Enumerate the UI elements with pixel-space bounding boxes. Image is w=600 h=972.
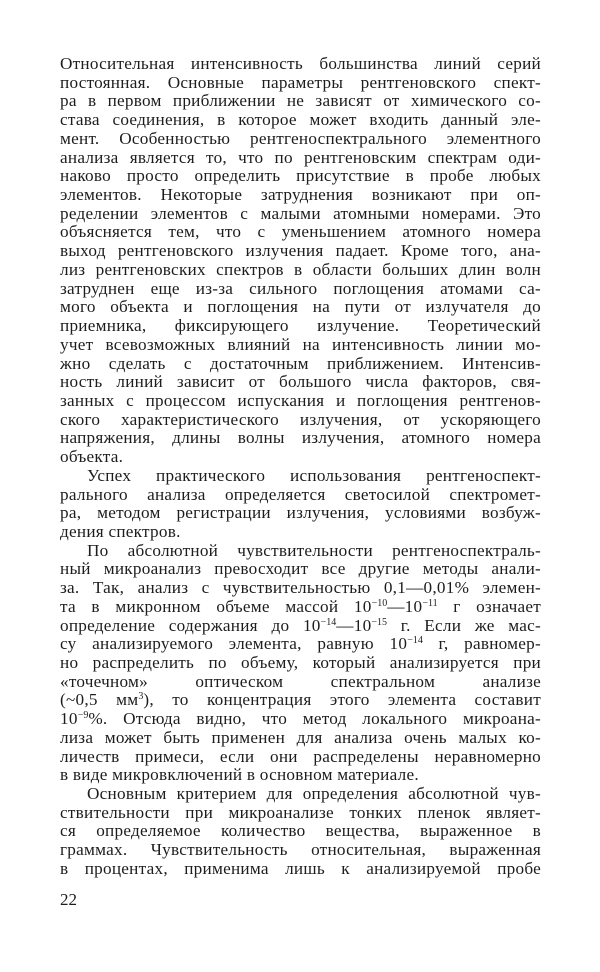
text-line — [60, 504, 541, 523]
text-segment: личеств примеси, если они распределены неравномерно — [60, 746, 541, 766]
text-line — [60, 785, 541, 804]
text-line — [60, 298, 541, 317]
text-line — [60, 242, 541, 261]
text-line — [60, 336, 541, 355]
text-segment: рального анализа определяется светосилой спектромет- — [60, 484, 541, 504]
text-segment: (~0,5 мм — [60, 690, 139, 710]
text-line — [60, 392, 541, 411]
text-segment: мого объекта и поглощения на пути от излучателя до — [60, 297, 541, 317]
text-line — [60, 74, 541, 93]
text-segment: г означает — [437, 596, 541, 616]
text-segment: —10 — [387, 596, 423, 616]
text-line — [60, 317, 541, 336]
text-line — [60, 579, 541, 598]
text-line — [60, 149, 541, 168]
text-line — [60, 804, 541, 823]
text-line — [60, 280, 541, 299]
text-segment: ный микроанализ превосходит все другие методы анали- — [60, 559, 541, 579]
text-line — [60, 373, 541, 392]
text-line — [60, 635, 541, 654]
text-segment: объекта. — [60, 447, 124, 467]
superscript-exponent: −10 — [371, 597, 388, 609]
text-line — [60, 710, 541, 729]
text-segment: Успех практического использования рентгеноспект- — [87, 465, 541, 485]
text-line — [60, 111, 541, 130]
text-line — [60, 448, 541, 467]
text-segment: су анализируемого элемента, равную 10 — [60, 634, 408, 654]
text-segment: ределении элементов с малыми атомными номерами. Это — [60, 203, 541, 223]
text-segment: напряжения, длины волны излучения, атомного номера — [60, 428, 541, 448]
text-segment: но распределить по объему, который анализируется при — [60, 653, 541, 672]
text-segment: ра, методом регистрации излучения, условиями возбуж- — [60, 503, 541, 523]
text-line — [60, 691, 541, 710]
text-segment: в виде микровключений в основном материале. — [60, 765, 419, 785]
text-segment: ), то концентрация этого элемента составит — [143, 690, 542, 710]
text-segment: элементов. Некоторые затруднения возникают при оп- — [60, 185, 541, 205]
text-line — [60, 598, 541, 617]
text-line — [60, 186, 541, 205]
text-line — [60, 860, 541, 879]
superscript-exponent: 3 — [138, 691, 144, 703]
text-segment: «точечном» оптическом спектральном анализе — [60, 671, 541, 691]
text-segment: ра в первом приближении не зависят от химического со- — [60, 91, 541, 111]
text-line — [60, 486, 541, 505]
text-line — [60, 617, 541, 636]
text-line — [60, 841, 541, 860]
paragraph — [60, 55, 541, 467]
text-segment: ность линий зависит от большого числа факторов, свя- — [60, 372, 541, 392]
text-line — [60, 92, 541, 111]
text-line — [60, 55, 541, 74]
text-segment: По абсолютной чувствительности рентгеноспектраль- — [87, 540, 541, 560]
text-line — [60, 223, 541, 242]
superscript-exponent: −15 — [371, 616, 388, 628]
text-segment: в процентах, применима лишь к анализируемой пробе — [60, 858, 541, 878]
text-segment: определение содержания до 10 — [60, 615, 321, 635]
text-segment: объясняется тем, что с уменьшением атомного номера — [60, 222, 541, 242]
superscript-exponent: −14 — [407, 635, 423, 647]
text-segment: дения спектров. — [60, 521, 181, 541]
text-line — [60, 748, 541, 767]
paragraph — [60, 467, 541, 542]
superscript-exponent: −14 — [320, 616, 337, 628]
text-segment: Основным критерием для определения абсолютной чув- — [87, 784, 541, 804]
text-segment: граммах. Чувствительность относительная, выраженная — [60, 840, 541, 860]
text-segment: затруднен еще из-за сильного поглощения атомами са- — [60, 278, 541, 298]
text-line — [60, 261, 541, 280]
text-line — [60, 167, 541, 186]
page-number: 22 — [60, 890, 77, 909]
text-line — [60, 542, 541, 561]
text-segment: лиза может быть применен для анализа очень малых ко- — [60, 727, 541, 747]
text-segment: выход рентгеновского излучения падает. Кроме того, ана- — [60, 241, 541, 261]
text-segment: става соединения, в которое может входить данный эле- — [60, 110, 541, 130]
text-segment: ся определяемое количество вещества, выраженное в — [60, 821, 541, 841]
text-line — [60, 205, 541, 224]
text-segment: ского характеристического излучения, от ускоряющего — [60, 409, 541, 429]
text-line — [60, 766, 541, 785]
text-line — [60, 355, 541, 374]
text-line — [60, 822, 541, 841]
text-segment: г, равномер- — [422, 634, 541, 654]
text-segment: мент. Особенностью рентгеноспектрального элементного — [60, 128, 541, 148]
text-segment: приемника, фиксирующего излучение. Теоретический — [60, 316, 541, 336]
text-segment: учет всевозможных влияний на интенсивность линии мо- — [60, 334, 541, 354]
text-segment: г. Если же мас- — [387, 615, 541, 635]
text-line — [60, 523, 541, 542]
paragraph — [60, 785, 541, 879]
text-segment: Относительная интенсивность большинства линий серий — [60, 54, 541, 73]
text-line — [60, 654, 541, 673]
text-segment: 10 — [60, 709, 78, 729]
text-segment: анализа является то, что по рентгеновским спектрам оди- — [60, 147, 541, 167]
text-segment: та в микронном объеме массой 10 — [60, 596, 372, 616]
text-segment: постоянная. Основные параметры рентгеновского спект- — [60, 72, 541, 92]
text-segment: занных с процессом испускания и поглощения рентгенов- — [60, 390, 541, 410]
text-segment: ствительности при микроанализе тонких пленок являет- — [60, 802, 541, 822]
text-line — [60, 560, 541, 579]
superscript-exponent: −9 — [77, 710, 89, 722]
text-segment: лиз рентгеновских спектров в области больших длин волн — [60, 259, 541, 279]
text-segment: —10 — [336, 615, 372, 635]
text-segment: наково просто определить присутствие в пробе любых — [60, 166, 541, 186]
superscript-exponent: −11 — [422, 597, 438, 609]
text-line — [60, 411, 541, 430]
text-segment: %. Отсюда видно, что метод локального микроана- — [88, 709, 541, 729]
text-segment: за. Так, анализ с чувствительностью 0,1—0,01% элемен- — [60, 578, 541, 598]
body-text — [60, 55, 541, 879]
text-line — [60, 673, 541, 692]
text-line — [60, 467, 541, 486]
text-segment: жно сделать с достаточным приближением. Интенсив- — [60, 353, 541, 373]
text-line — [60, 130, 541, 149]
paragraph — [60, 542, 541, 785]
text-line — [60, 729, 541, 748]
text-line — [60, 429, 541, 448]
